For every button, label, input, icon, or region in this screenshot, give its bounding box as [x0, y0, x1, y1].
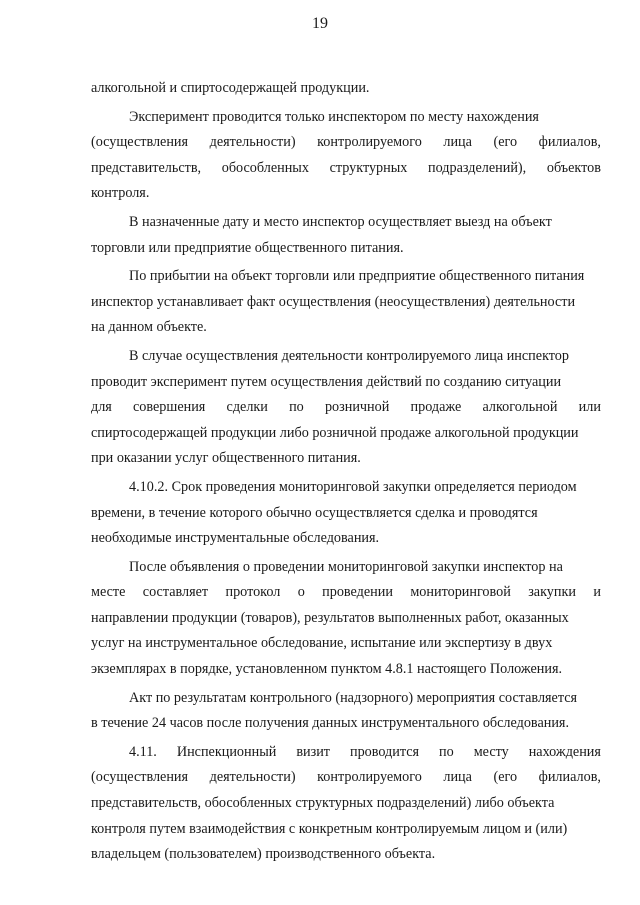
paragraph: [91, 210, 601, 261]
text-line: проводит эксперимент путем осуществления действий по созданию ситуации: [91, 373, 562, 390]
paragraph: [91, 344, 601, 472]
text-line: при оказании услуг общественного питания.: [91, 450, 361, 467]
text-line: услуг на инструментальное обследование, испытание или экспертизу в двух: [91, 635, 553, 652]
text-line: (осуществления деятельности) контролируемого лица (его филиалов,: [91, 769, 601, 786]
text-line: контроля.: [91, 185, 150, 202]
text-line: После объявления о проведении мониторинговой закупки инспектор на: [129, 558, 563, 575]
text-line: для совершения сделки по розничной продаже алкогольной или: [91, 399, 601, 416]
text-line: экземплярах в порядке, установленном пунктом 4.8.1 настоящего Положения.: [91, 661, 563, 678]
paragraph: [91, 740, 601, 868]
text-line: представительств, обособленных структурных подразделений), объектов: [91, 159, 601, 176]
paragraph: [91, 264, 601, 341]
text-line: торговли или предприятие общественного питания.: [91, 239, 404, 256]
page-number: 19: [312, 15, 328, 32]
text-line: (осуществления деятельности) контролируемого лица (его филиалов,: [91, 134, 601, 151]
text-line: контроля путем взаимодействия с конкретным контролируемым лицом и (или): [91, 820, 568, 837]
text-line: месте составляет протокол о проведении мониторинговой закупки и: [91, 584, 601, 601]
paragraph: [91, 475, 601, 552]
text-line: в течение 24 часов после получения данных инструментального обследования.: [91, 715, 570, 732]
text-line: алкогольной и спиртосодержащей продукции.: [91, 80, 370, 96]
text-line: владельцем (пользователем) производственного объекта.: [91, 846, 436, 863]
paragraph: [91, 105, 601, 207]
text-line: инспектор устанавливает факт осуществления (неосуществления) деятельности: [91, 293, 576, 310]
text-line: Акт по результатам контрольного (надзорного) мероприятия составляется: [129, 689, 578, 706]
text-line: на данном объекте.: [91, 319, 207, 336]
text-line: В случае осуществления деятельности контролируемого лица инспектор: [129, 347, 569, 364]
text-line: Эксперимент проводится только инспектором по месту нахождения: [129, 108, 539, 125]
text-line: спиртосодержащей продукции либо розничной продаже алкогольной продукции: [91, 424, 579, 441]
text-line: времени, в течение которого обычно осуществляется сделка и проводятся: [91, 504, 538, 521]
text-line: 4.10.2. Срок проведения мониторинговой закупки определяется периодом: [129, 478, 577, 495]
text-line: 4.11. Инспекционный визит проводится по месту нахождения: [129, 743, 601, 760]
paragraph: [91, 555, 601, 683]
text-line: необходимые инструментальные обследования.: [91, 530, 380, 547]
text-line: В назначенные дату и место инспектор осуществляет выезд на объект: [129, 213, 552, 230]
paragraph: [91, 686, 601, 737]
paragraph: [91, 76, 601, 102]
document-body: [91, 76, 601, 868]
text-line: представительств, обособленных структурных подразделений) либо объекта: [91, 795, 555, 812]
text-line: направлении продукции (товаров), результатов выполненных работ, оказанных: [91, 609, 569, 626]
text-line: По прибытии на объект торговли или предприятие общественного питания: [129, 268, 585, 285]
